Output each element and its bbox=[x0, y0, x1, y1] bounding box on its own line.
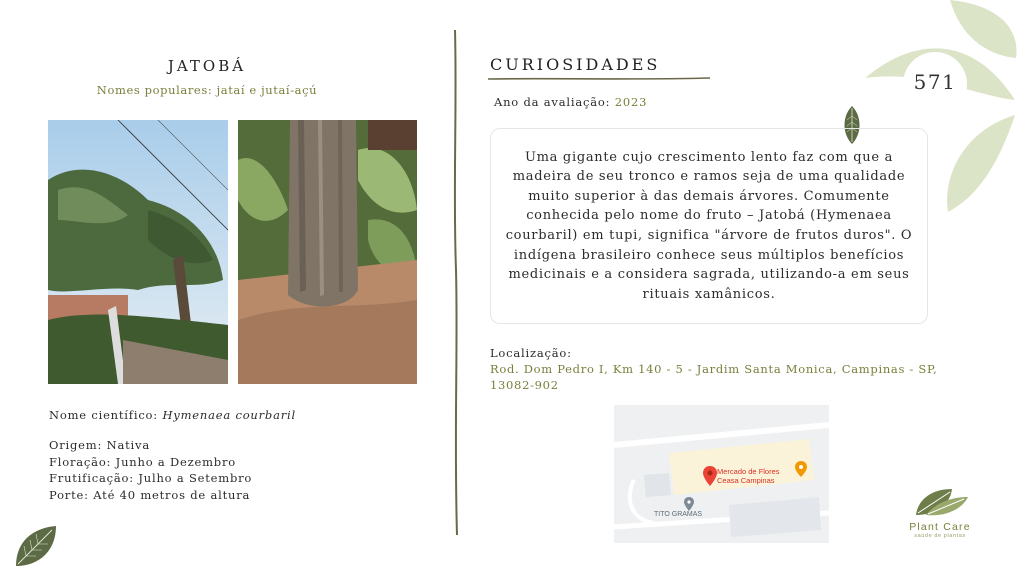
location-map[interactable] bbox=[614, 405, 829, 543]
leaf-icon bbox=[12, 522, 60, 570]
location-address[interactable]: Rod. Dom Pedro I, Km 140 - 5 - Jardim Santa Monica, Campinas - SP, 13082-902 bbox=[490, 362, 938, 392]
scientific-name bbox=[49, 408, 296, 422]
location-label: Localização: bbox=[490, 346, 572, 360]
map-place-label bbox=[717, 467, 780, 485]
section-title: CURIOSIDADES bbox=[490, 55, 661, 74]
size-text: Porte: Até 40 metros de altura bbox=[49, 487, 251, 502]
scientific-name-value: Hymenaea courbaril bbox=[162, 408, 296, 422]
curiosity-card bbox=[490, 128, 928, 324]
evaluation-year-value: 2023 bbox=[614, 95, 648, 109]
map-pin-icon bbox=[703, 466, 717, 486]
flowering-text: Floração: Junho a Dezembro bbox=[49, 454, 236, 469]
curiosity-text: Uma gigante cujo crescimento lento faz com que a madeira de seu tronco e ramos seja de uma qualidade muito superior à das demais árvores. Comumente conhecida pelo nome do fruto – Jatobá (Hymenaea courbaril) em tupi, significa "árvore de frutos duros". O indígena brasileiro conhece seus múltiplos benefícios medicinais e a considera sagrada, utilizando-a em seus rituais xamânicos. bbox=[505, 149, 913, 302]
popular-names-value: jataí e jutaí-açú bbox=[216, 83, 318, 97]
food-pin-icon bbox=[795, 461, 807, 477]
evaluation-year bbox=[494, 95, 647, 109]
species-name: JATOBÁ bbox=[167, 57, 247, 75]
popular-names-label: Nomes populares: bbox=[96, 83, 213, 97]
species-facts bbox=[49, 437, 252, 503]
plant-care-logo-icon bbox=[912, 487, 970, 519]
fruiting-text: Frutificação: Julho a Setembro bbox=[49, 471, 253, 485]
tree-number: 571 bbox=[913, 70, 957, 94]
title-underline bbox=[488, 76, 710, 82]
scientific-name-label: Nome científico: bbox=[49, 408, 158, 422]
poi-pin-icon bbox=[684, 497, 694, 511]
brand-tagline: saúde de plantas bbox=[914, 533, 966, 539]
origin-text: Origem: Nativa bbox=[49, 438, 150, 452]
column-divider bbox=[448, 30, 464, 540]
brand-name: Plant Care bbox=[909, 521, 971, 533]
tree-canopy-photo bbox=[48, 120, 228, 384]
map-place-name: Mercado de Flores bbox=[717, 467, 780, 476]
map-poi-label: TITO GRAMAS bbox=[654, 511, 703, 518]
popular-names bbox=[0, 83, 414, 97]
evaluation-year-label: Ano da avaliação: bbox=[494, 95, 611, 109]
map-place-name-2: Ceasa Campinas bbox=[717, 476, 775, 485]
tree-trunk-photo bbox=[238, 120, 417, 384]
